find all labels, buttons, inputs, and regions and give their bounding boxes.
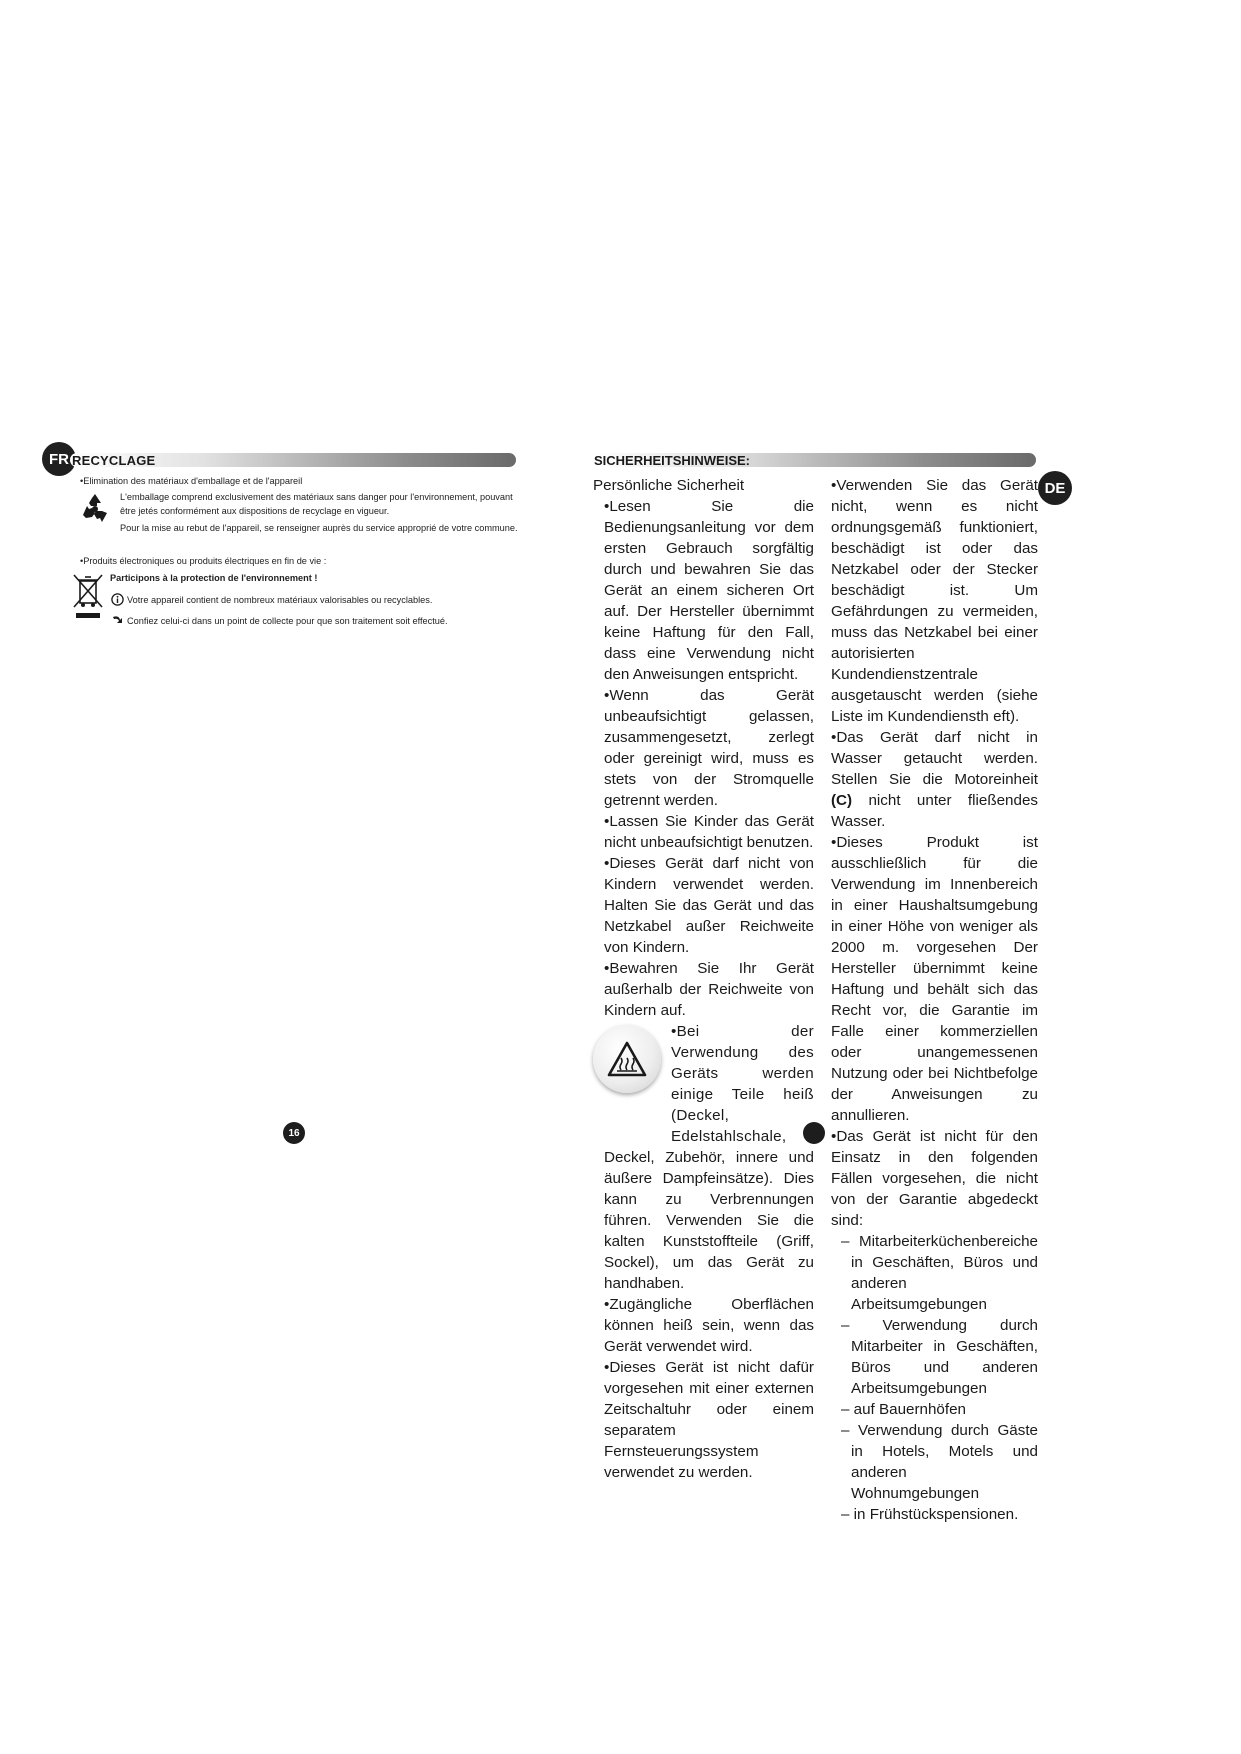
language-badge-de: DE — [1038, 471, 1072, 505]
col1-bottom-list — [593, 1147, 814, 1483]
safety-item: •Bewahren Sie Ihr Gerät außerhalb der Reichweite von Kindern auf. — [604, 960, 814, 1019]
col1-top-list — [593, 496, 814, 1021]
crossed-bin-icon — [72, 573, 104, 619]
exclusion-item: – Verwendung durch Gäste in Hotels, Motels und anderen Wohnumgebungen — [841, 1422, 1038, 1502]
weee-bold-line: Participons à la protection de l'environnement ! — [110, 573, 318, 583]
hot-surface-text-side: •Bei der Verwendung des Geräts werden einige Teile heiß (Deckel, Edelstahlschale, — [671, 1023, 814, 1145]
exclusion-item: – in Frühstückspensionen. — [841, 1506, 1019, 1523]
disposal-text: Pour la mise au rebut de l'appareil, se renseigner auprès du service approprié de votre commune. — [120, 523, 518, 533]
packaging-text: L'emballage comprend exclusivement des matériaux sans danger pour l'environnement, pouvant être jetés conformément aux dispositions de recyclage en vigueur. — [120, 492, 513, 516]
subtitle-personal-safety: Persönliche Sicherheit — [593, 477, 745, 494]
water-warning-a: •Das Gerät darf nicht in Wasser getaucht werden. Stellen Sie die Motoreinheit — [831, 729, 1038, 788]
safety-item: •Dieses Gerät ist nicht dafür vorgesehen mit einer externen Zeitschaltuhr oder einem separatem Fernsteuerungssystem verwendet zu werden. — [604, 1359, 814, 1481]
hot-surface-text-rest: Deckel, Zubehör, innere und äußere Dampfeinsätze). Dies kann zu Verbrennungen führen. Verwenden Sie die kalten Kunststoffteile (Griff, Sockel), um das Gerät zu handhaben. — [604, 1149, 814, 1292]
language-badge-fr: FR — [42, 442, 76, 476]
safety-item: •Wenn das Gerät unbeaufsichtigt gelassen, zusammengesetzt, zerlegt oder gereinigt wird, muss es stets von der Stromquelle getrennt werden. — [604, 687, 814, 809]
section-title-sicherheitshinweise: SICHERHEITSHINWEISE: — [594, 453, 751, 468]
safety-item — [831, 727, 1038, 832]
exclusion-item: – Verwendung durch Mitarbeiter in Geschäften, Büros und anderen Arbeitsumgebungen — [841, 1317, 1038, 1397]
weee-info-text: Votre appareil contient de nombreux matériaux valorisables ou recyclables. — [127, 595, 433, 605]
info-icon — [111, 593, 124, 606]
safety-item: •Lassen Sie Kinder das Gerät nicht unbeaufsichtigt benutzen. — [604, 813, 814, 851]
safety-item: •Dieses Gerät darf nicht von Kindern verwendet werden. Halten Sie das Gerät und das Netzkabel außer Reichweite von Kindern. — [604, 855, 814, 956]
hot-surface-block — [593, 1021, 814, 1147]
safety-item: •Dieses Produkt ist ausschließlich für die Verwendung im Innenbereich in einer Haushaltsumgebung in einer Höhe von weniger als 2000 m. vorgesehen Der Hersteller übernimmt keine Haftung und behält sich das Recht vor, die Garantie im Falle einer kommerziellen oder unangemessenen Nutzung oder bei Nichtbefolge der Anweisungen zu annullieren. — [831, 834, 1038, 1124]
weee-heading: •Produits électroniques ou produits électriques en fin de vie : — [80, 556, 327, 566]
recycle-icon — [78, 491, 112, 525]
exclusion-item: – auf Bauernhöfen — [841, 1401, 966, 1418]
weee-collect-text: Confiez celui-ci dans un point de collecte pour que son traitement soit effectué. — [127, 616, 448, 626]
page-number-left: 16 — [283, 1122, 305, 1144]
water-warning-c: nicht unter fließendes Wasser. — [831, 792, 1038, 830]
hot-surface-warning-icon — [593, 1025, 661, 1093]
safety-item: •Lesen Sie die Bedienungsanleitung vor dem ersten Gebrauch sorgfältig durch und bewahren Sie das Gerät an einem sicheren Ort auf. Der Hersteller übernimmt keine Haftung für den Fall, dass eine Verwendung nicht den Anweisungen entspricht. — [604, 498, 814, 683]
section-title-recyclage: RECYCLAGE — [72, 453, 156, 468]
safety-item: •Verwenden Sie das Gerät nicht, wenn es nicht ordnungsgemäß funktioniert, beschädigt ist oder das Netzkabel oder der Stecker beschädigt ist. Um Gefährdungen zu vermeiden, muss das Netzkabel bei einer autorisierten Kundendienstzentrale ausgetauscht werden (siehe Liste im Kundendiensth eft). — [831, 477, 1038, 725]
exclusion-item: – Mitarbeiterküchenbereiche in Geschäften, Büros und anderen Arbeitsumgebungen — [841, 1233, 1038, 1313]
safety-item: •Zugängliche Oberflächen können heiß sein, wenn das Gerät verwendet wird. — [604, 1296, 814, 1355]
safety-item: •Das Gerät ist nicht für den Einsatz in den folgenden Fällen vorgesehen, die nicht von der Garantie abgedeckt sind: — [831, 1128, 1038, 1229]
arrow-right-icon — [111, 614, 124, 627]
safety-column-2 — [831, 475, 1038, 1525]
packaging-heading: •Elimination des matériaux d'emballage et de l'appareil — [80, 476, 303, 486]
motor-unit-ref: (C) — [831, 792, 853, 809]
page-number-right — [803, 1122, 825, 1144]
hot-icon-holder — [593, 1021, 671, 1147]
safety-column-1 — [593, 475, 814, 1483]
